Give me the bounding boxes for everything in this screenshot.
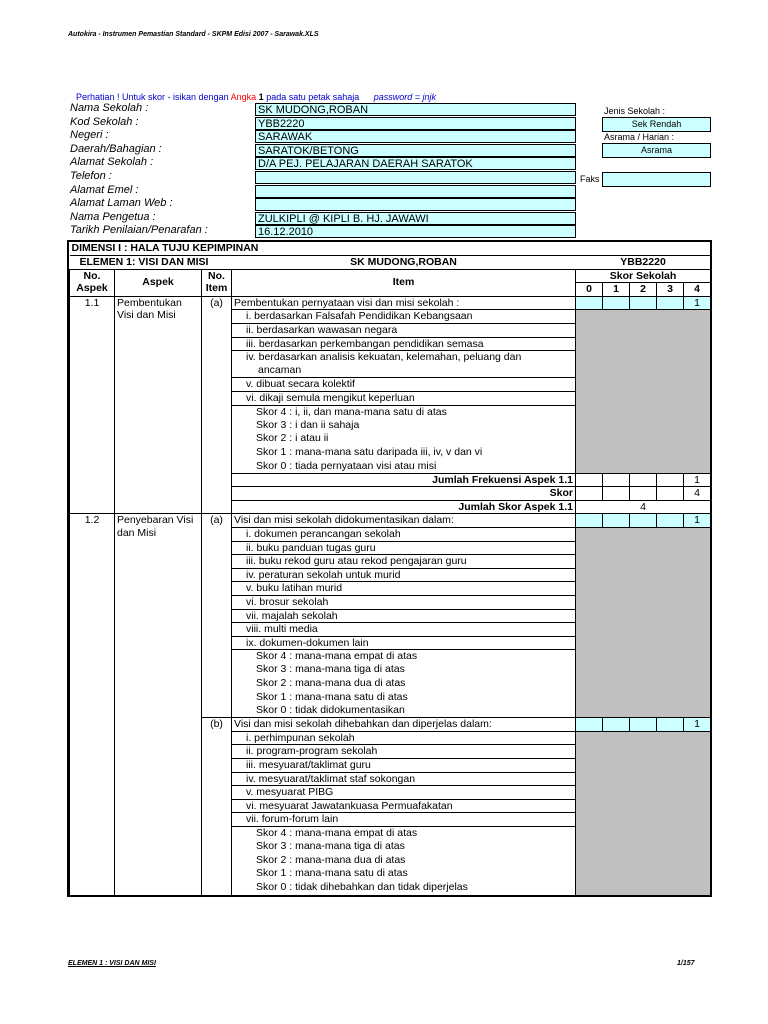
school-field-3[interactable]: SARATOK/BETONG [255,144,576,157]
note-perhatian: Perhatian ! Untuk skor - isikan dengan [76,92,229,102]
school-label-6: Alamat Emel : [70,183,139,196]
school-field-0[interactable]: SK MUDONG,ROBAN [255,103,576,116]
aspek-1-2-b-sub-item: ii. program-program sekolah [232,745,576,759]
aspek-1-1-sub-item: ancaman [232,364,576,378]
jenis-sekolah-label: Jenis Sekolah : [604,106,666,116]
aspek-1-2-a-sub-item: iv. peraturan sekolah untuk murid [232,568,576,582]
jumlah-frekuensi-label: Jumlah Frekuensi Aspek 1.1 [232,473,576,487]
table-school-code: YBB2220 [576,256,711,270]
aspek-1-2-b-sub-item: v. mesyuarat PIBG [232,786,576,800]
aspek-1-1-sub-item: ii. berdasarkan wawasan negara [232,324,576,338]
dimensi-title: DIMENSI I : HALA TUJU KEPIMPINAN [70,242,711,256]
school-label-4: Alamat Sekolah : [70,156,154,169]
skor-cell-2 [630,487,657,501]
asrama-harian-field[interactable]: Asrama [602,143,711,158]
jumlah-skor-value: 4 [576,500,711,514]
aspek-1-2-a-skor-rule: Skor 1 : mana-mana satu di atas [256,690,408,703]
aspek-1-2-b-score-3[interactable] [657,718,684,732]
elemen-row [70,256,711,270]
aspek-1-2-item-a-number: (a) [202,514,232,718]
aspek-1-2-a-skor-rule: Skor 0 : tidak didokumentasikan [232,704,576,718]
header-no-aspek [70,269,115,296]
aspek-1-1-sub-item: iii. berdasarkan perkembangan pendidikan semasa [232,337,576,351]
aspek-1-2-a-sub-item: iii. buku rekod guru atau rekod pengajaran guru [232,555,576,569]
school-field-9[interactable]: 16.12.2010 [255,225,576,238]
header-skor-sekolah: Skor Sekolah [576,269,711,283]
aspek-1-1-number: 1.1 [70,296,115,514]
aspek-1-2-row-a [70,514,711,528]
header-row-1 [70,269,711,283]
aspek-1-2-number: 1.2 [70,514,115,895]
score-shaded-area [576,310,711,473]
aspek-1-1-skor-rule: Skor 3 : i dan ii sahaja [256,418,360,431]
aspek-1-1-item-a-number: (a) [202,296,232,514]
header-no-item-line1: No. [208,269,225,282]
header-skor-0: 0 [576,283,603,297]
jumlah-frekuensi-cell-3 [657,473,684,487]
note-one: 1 [258,92,264,102]
note-angka: Angka [230,92,257,102]
school-field-8[interactable]: ZULKIPLI @ KIPLI B. HJ. JAWAWI [255,212,576,225]
aspek-1-2-a-skor-rule: Skor 2 : mana-mana dua di atas [256,677,406,689]
header-no-item [202,269,232,296]
aspek-1-2-b-sub-item: vi. mesyuarat Jawatankuasa Permuafakatan [232,799,576,813]
aspek-1-2-b-skor-rule: Skor 4 : mana-mana empat di atas [256,827,418,840]
school-label-3: Daerah/Bahagian : [70,142,162,155]
aspek-1-1-sub-item: vi. dikaji semula mengikut keperluan [232,392,576,406]
jenis-sekolah-field[interactable]: Sek Rendah [602,117,711,132]
school-label-2: Negeri : [70,129,109,142]
assessment-table-frame [67,240,712,897]
header-aspek: Aspek [115,269,202,296]
header-no-aspek-line1: No. [83,269,101,282]
skor-label: Skor [232,487,576,501]
aspek-1-2-b-score-1[interactable] [603,718,630,732]
aspek-1-2-b-skor-rule: Skor 0 : tidak dihebahkan dan tidak diperjelas [256,880,468,893]
aspek-1-1-a-score-4[interactable]: 1 [684,296,711,310]
aspek-1-2-name: Penyebaran Visi dan Misi [115,514,202,895]
school-label-0: Nama Sekolah : [70,102,149,114]
jumlah-frekuensi-cell-0 [576,473,603,487]
aspek-1-2-b-score-2[interactable] [630,718,657,732]
header-item: Item [232,269,576,296]
document-title: Autokira - Instrumen Pemastian Standard - SKPM Edisi 2007 - Sarawak.XLS [68,31,319,38]
school-label-9: Tarikh Penilaian/Penarafan : [70,224,208,237]
aspek-1-2-a-skor-rule: Skor 4 : mana-mana empat di atas [256,650,418,663]
jumlah-frekuensi-cell-1 [603,473,630,487]
jumlah-frekuensi-cell-2 [630,473,657,487]
aspek-1-2-item-a-text: Visi dan misi sekolah didokumentasikan dalam: [232,514,576,528]
aspek-1-2-a-score-3[interactable] [657,514,684,528]
note-password: password = jnjk [373,92,437,102]
aspek-1-2-b-skor-rule: Skor 2 : mana-mana dua di atas [256,853,406,866]
school-field-1[interactable]: YBB2220 [255,117,576,130]
jumlah-frekuensi-value: 1 [684,473,711,487]
faks-field[interactable] [602,172,711,187]
header-skor-1: 1 [603,283,630,297]
header-no-aspek-line2: Aspek [76,281,108,294]
aspek-1-2-a-score-4[interactable]: 1 [684,514,711,528]
skor-cell-0 [576,487,603,501]
assessment-table [69,242,711,895]
aspek-1-2-a-sub-item: ii. buku panduan tugas guru [232,541,576,555]
aspek-1-1-skor-rule: Skor 2 : i atau ii [256,432,329,445]
aspek-1-2-item-b-text: Visi dan misi sekolah dihebahkan dan diperjelas dalam: [232,718,576,732]
school-label-8: Nama Pengetua : [70,210,156,223]
aspek-1-1-skor-rule: Skor 4 : i, ii, dan mana-mana satu di atas [256,405,447,418]
aspek-1-1-a-score-3[interactable] [657,296,684,310]
table-school-name: SK MUDONG,ROBAN [232,256,576,270]
aspek-1-2-a-sub-item: viii. multi media [232,623,576,637]
header-skor-3: 3 [657,283,684,297]
school-field-4[interactable]: D/A PEJ. PELAJARAN DAERAH SARATOK [255,157,576,170]
aspek-1-2-a-sub-item: v. buku latihan murid [232,582,576,596]
aspek-1-2-a-score-1[interactable] [603,514,630,528]
school-field-7[interactable] [255,198,576,211]
aspek-1-1-name: Pembentukan Visi dan Misi [115,296,202,514]
school-label-1: Kod Sekolah : [70,115,139,128]
aspek-1-2-a-score-0[interactable] [576,514,603,528]
aspek-1-1-skor-rule: Skor 0 : tiada pernyataan visi atau misi [256,459,437,472]
school-field-2[interactable]: SARAWAK [255,130,576,143]
aspek-1-1-a-score-1[interactable] [603,296,630,310]
score-shaded-area [576,527,711,717]
skor-cell-3 [657,487,684,501]
aspek-1-1-sub-item: v. dibuat secara kolektif [232,378,576,392]
aspek-1-1-skor-rule: Skor 1 : mana-mana satu daripada iii, iv, v dan vi [256,445,483,458]
aspek-1-2-a-sub-item: vii. majalah sekolah [232,609,576,623]
aspek-1-2-b-sub-item: iii. mesyuarat/taklimat guru [232,759,576,773]
aspek-1-1-a-score-2[interactable] [630,296,657,310]
faks-label: Faks [580,174,600,184]
aspek-1-1-row [70,296,711,310]
aspek-1-1-sub-item: iv. berdasarkan analisis kekuatan, kelemahan, peluang dan [246,351,522,364]
aspek-1-2-a-sub-item: vi. brosur sekolah [232,595,576,609]
school-label-5: Telefon : [70,170,112,182]
header-no-item-line2: Item [205,281,228,294]
header-skor-4: 4 [684,283,711,297]
dimensi-row [70,242,711,256]
aspek-1-2-a-sub-item: i. dokumen perancangan sekolah [232,527,576,541]
aspek-1-2-b-skor-rule: Skor 1 : mana-mana satu di atas [256,867,408,880]
note-rest: pada satu petak sahaja [266,92,360,102]
score-shaded-area [576,731,711,894]
aspek-1-1-item-a-text: Pembentukan pernyataan visi dan misi sekolah : [232,296,576,310]
instruction-note [76,92,436,102]
jumlah-skor-label: Jumlah Skor Aspek 1.1 [232,500,576,514]
aspek-1-2-item-b-number: (b) [202,718,232,895]
aspek-1-1-a-score-0[interactable] [576,296,603,310]
elemen-title: ELEMEN 1: VISI DAN MISI [70,256,232,270]
aspek-1-2-a-sub-item: ix. dokumen-dokumen lain [232,636,576,650]
asrama-harian-label: Asrama / Harian : [604,132,675,142]
aspek-1-2-b-skor-rule: Skor 3 : mana-mana tiga di atas [256,840,405,853]
school-label-7: Alamat Laman Web : [70,197,173,210]
aspek-1-2-b-score-4[interactable]: 1 [684,718,711,732]
aspek-1-2-a-score-2[interactable] [630,514,657,528]
aspek-1-2-b-score-0[interactable] [576,718,603,732]
aspek-1-2-a-skor-rule: Skor 3 : mana-mana tiga di atas [256,663,405,676]
header-skor-2: 2 [630,283,657,297]
aspek-1-2-b-sub-item: vii. forum-forum lain [232,813,576,827]
footer-page-number: 1/157 [677,960,695,967]
skor-value: 4 [684,487,711,501]
school-field-5[interactable] [255,171,576,184]
school-field-6[interactable] [255,185,576,198]
aspek-1-2-b-sub-item: iv. mesyuarat/taklimat staf sokongan [232,772,576,786]
footer-element-label: ELEMEN 1 : VISI DAN MISI [68,960,156,967]
skor-cell-1 [603,487,630,501]
aspek-1-1-sub-item: i. berdasarkan Falsafah Pendidikan Kebangsaan [232,310,576,324]
aspek-1-2-b-sub-item: i. perhimpunan sekolah [232,731,576,745]
